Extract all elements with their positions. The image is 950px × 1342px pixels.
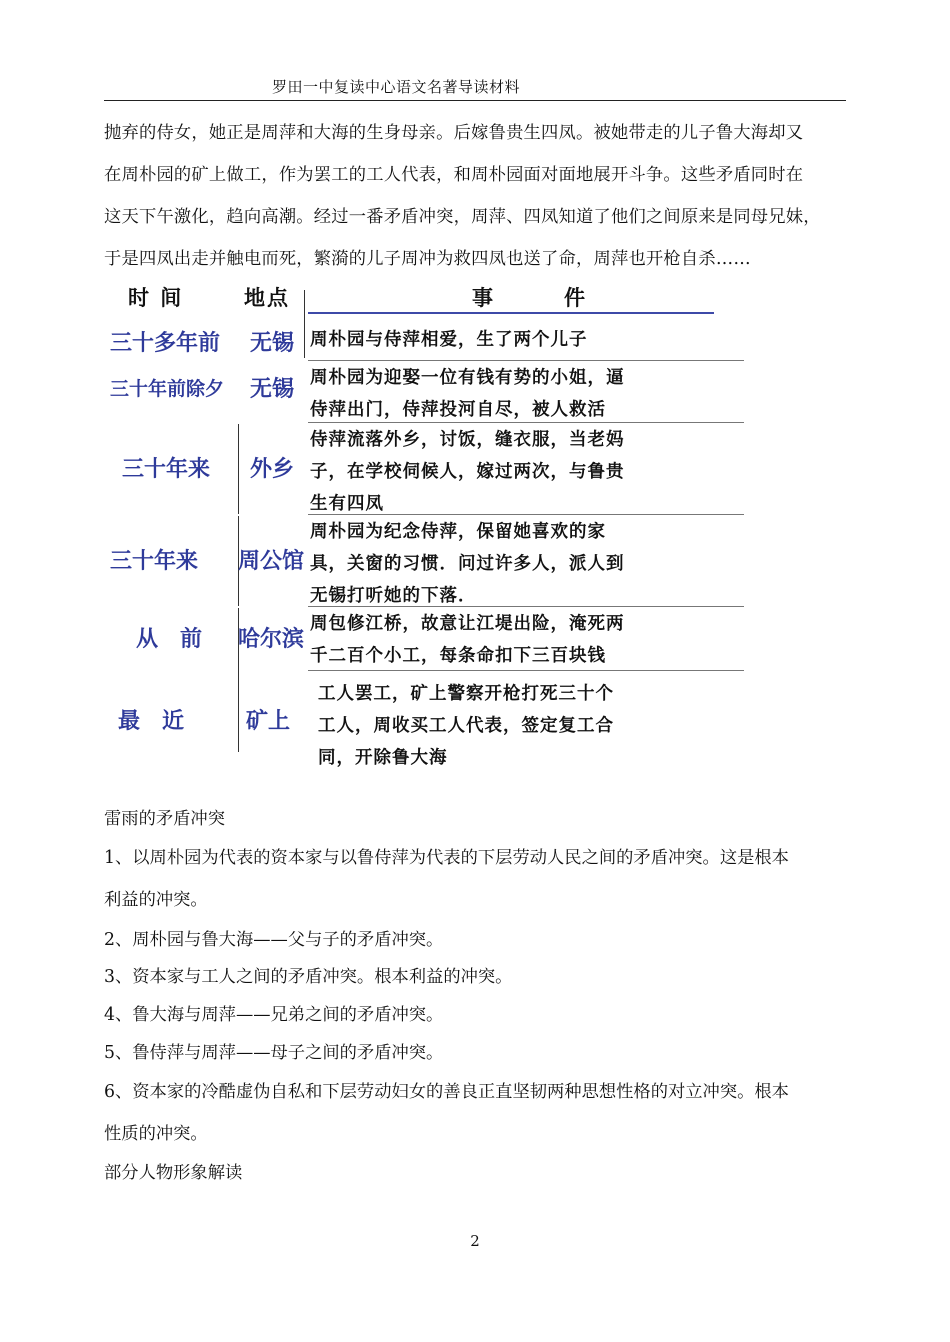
row-divider (308, 360, 744, 361)
column-divider (304, 290, 305, 358)
row-place: 矿上 (246, 709, 291, 734)
section-title-characters: 部分人物形象解读 (104, 1163, 243, 1183)
conflict-item-6: 6、资本家的冷酷虚伪自私和下层劳动妇女的善良正直坚韧两种思想性格的对立冲突。根本 (104, 1082, 789, 1102)
header-event: 事 件 (472, 286, 587, 310)
conflict-item-4: 4、鲁大海与周萍——兄弟之间的矛盾冲突。 (104, 1005, 444, 1025)
row-event: 周朴园与侍萍相爱，生了两个儿子 (310, 330, 588, 350)
conflict-item-5: 5、鲁侍萍与周萍——母子之间的矛盾冲突。 (104, 1043, 444, 1063)
header-time: 时 间 (128, 286, 184, 310)
header-place: 地点 (244, 286, 290, 310)
row-event: 周包修江桥，故意让江堤出险，淹死两 千二百个小工，每条命扣下三百块钱 (310, 614, 625, 666)
intro-line-4: 于是四凤出走并触电而死，繁漪的儿子周冲为救四凤也送了命，周萍也开枪自杀…… (104, 249, 751, 269)
row-time: 三十年前除夕 (110, 378, 225, 400)
row-place: 无锡 (250, 331, 295, 356)
header-underline (308, 312, 714, 314)
conflict-item-6-cont: 性质的冲突。 (104, 1124, 208, 1144)
header-title: 罗田一中复读中心语文名著导读材料 (272, 78, 521, 96)
section-title-conflict: 雷雨的矛盾冲突 (104, 809, 225, 829)
conflict-item-2: 2、周朴园与鲁大海——父与子的矛盾冲突。 (104, 930, 444, 950)
page-header (104, 76, 846, 101)
page-number: 2 (470, 1232, 480, 1250)
row-event: 工人罢工，矿上警察开枪打死三十个 工人，周收买工人代表，签定复工合 同，开除鲁大海 (318, 684, 614, 768)
column-divider (238, 424, 239, 514)
conflict-item-1-cont: 利益的冲突。 (104, 890, 208, 910)
row-time: 三十多年前 (110, 331, 221, 356)
intro-line-1: 抛弃的侍女，她正是周萍和大海的生身母亲。后嫁鲁贵生四凤。被她带走的儿子鲁大海却又 (104, 123, 804, 143)
row-time: 三十年来 (122, 457, 211, 482)
intro-line-3: 这天下午激化，趋向高潮。经过一番矛盾冲突，周萍、四凤知道了他们之间原来是同母兄妹， (104, 207, 821, 227)
row-time: 三十年来 (110, 549, 199, 574)
row-time: 从 前 (136, 627, 203, 652)
row-event: 侍萍流落外乡，讨饭，缝衣服，当老妈 子，在学校伺候人，嫁过两次，与鲁贵 生有四凤 (310, 430, 625, 514)
conflict-item-3: 3、资本家与工人之间的矛盾冲突。根本利益的冲突。 (104, 967, 513, 987)
row-place: 无锡 (250, 377, 295, 402)
conflict-item-1: 1、以周朴园为代表的资本家与以鲁侍萍为代表的下层劳动人民之间的矛盾冲突。这是根本 (104, 848, 789, 868)
row-time: 最 近 (118, 709, 185, 734)
row-place: 周公馆 (238, 549, 305, 574)
row-place: 外乡 (250, 457, 295, 482)
row-place: 哈尔滨 (238, 627, 305, 652)
intro-line-2: 在周朴园的矿上做工，作为罢工的工人代表，和周朴园面对面地展开斗争。这些矛盾同时在 (104, 165, 804, 185)
event-table (104, 282, 754, 772)
row-event: 周朴园为迎娶一位有钱有势的小姐，逼 侍萍出门，侍萍投河自尽，被人救活 (310, 368, 625, 420)
row-event: 周朴园为纪念侍萍，保留她喜欢的家 具，关窗的习惯．问过许多人，派人到 无锡打听她的下落． (310, 522, 625, 606)
